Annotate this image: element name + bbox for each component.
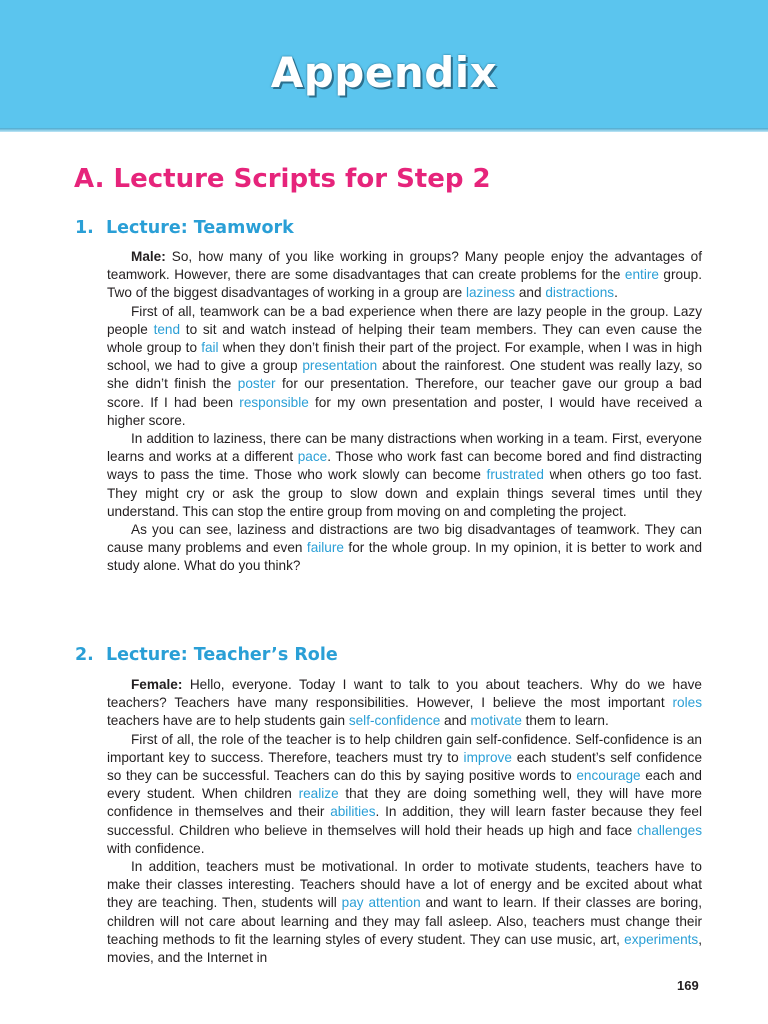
text-run: In addition, teachers must be motivational. In order to motivate students, teachers have to make their classes interesting. Teachers should have a lot of energy and be excited about what they are teaching. Then, students will [107, 859, 702, 911]
text-run: for the whole group. In my opinion, it is better to work and study alone. What do you think? [107, 540, 703, 574]
text-run: teachers have are to help students gain [107, 713, 349, 729]
lecture-body-teachers-role [107, 676, 702, 967]
text-run: First of all, the role of the teacher is to help children gain self-confidence. Self-confidence is an important key to success. Therefore, teachers must try to [107, 731, 702, 765]
paragraph [107, 430, 702, 521]
vocabulary-word: pay attention [341, 895, 421, 911]
vocabulary-word: tend [153, 321, 181, 337]
text-run: As you can see, laziness and distractions are two big disadvantages of teamwork. They can cause many problems and even [107, 522, 702, 556]
text-run: group. Two of the biggest disadvantages of working in a group are [107, 267, 702, 301]
text-run: each student’s self confidence so they can be successful. Teachers can do this by saying positive words to [107, 749, 703, 784]
text-run: First of all, teamwork can be a bad experience when there are lazy people in the group. Lazy people [107, 303, 702, 337]
vocabulary-word: distractions [545, 285, 615, 301]
section-heading: A. Lecture Scripts for Step 2 [74, 164, 491, 194]
text-run: when they don’t finish their part of the project. For example, when I was in high school, we had to give a group [107, 340, 703, 374]
lecture-title: Lecture: Teamwork [106, 218, 294, 238]
lecture-body-teamwork [107, 248, 702, 576]
vocabulary-word: laziness [465, 285, 516, 301]
text-run: each and every student. When children [107, 768, 702, 802]
paragraph [107, 303, 702, 430]
text-run: for my own presentation and poster, I would have received a higher score. [107, 394, 702, 428]
lecture-heading-teachers-role [75, 645, 338, 665]
vocabulary-word: abilities [330, 804, 376, 820]
vocabulary-word: motivate [470, 713, 522, 729]
vocabulary-word: pace [297, 449, 328, 465]
paragraph [107, 858, 702, 967]
text-run: and [515, 285, 546, 301]
vocabulary-word: presentation [302, 358, 378, 374]
text-run: Hello, everyone. Today I want to talk to you about teachers. Why do we have teachers? Teachers have many responsibilities. However, I believe the most important [107, 677, 702, 711]
vocabulary-word: frustrated [486, 467, 544, 483]
text-run: about the rainforest. One student was really lazy, so she didn’t finish the [107, 358, 703, 392]
text-run: with confidence. [107, 840, 205, 856]
vocabulary-word: poster [237, 376, 276, 392]
vocabulary-word: challenges [637, 822, 702, 838]
lecture-number: 1. [75, 218, 94, 238]
text-run: that they are doing something well, they will have more confidence in themselves and their [107, 786, 702, 820]
vocabulary-word: experiments [624, 931, 699, 947]
appendix-banner [0, 0, 768, 128]
text-run: when others go too fast. They might cry or ask the group to slow down and explain things several times until they understand. This can stop the entire group from moving on and completing the project. [107, 467, 702, 519]
vocabulary-word: failure [306, 540, 344, 556]
page-number: 169 [677, 978, 699, 993]
lecture-heading-teamwork [75, 218, 294, 238]
paragraph [107, 521, 702, 576]
text-run: them to learn. [521, 713, 609, 729]
vocabulary-word: self-confidence [348, 713, 441, 729]
paragraph [107, 248, 702, 303]
text-run: So, how many of you like working in groups? Many people enjoy the advantages of teamwork. However, there are some disadvantages that can create problems for the [107, 249, 702, 283]
vocabulary-word: fail [201, 340, 219, 356]
text-run: for our presentation. Therefore, our teacher gave our group a bad score. If I had been [107, 376, 702, 410]
text-run: . In addition, they will learn faster because they feel successful. Children who believe in themselves will hold their heads up high and face [107, 804, 702, 838]
vocabulary-word: entire [624, 267, 659, 283]
text-run: and [440, 713, 471, 729]
text-run: , movies, and the Internet in [107, 931, 702, 966]
vocabulary-word: encourage [576, 768, 641, 784]
vocabulary-word: improve [463, 749, 512, 765]
speaker-label: Female: [131, 677, 183, 692]
lecture-title: Lecture: Teacher’s Role [106, 645, 338, 665]
vocabulary-word: roles [672, 695, 702, 711]
banner-shadow [0, 128, 768, 132]
text-run: to sit and watch instead of helping their team members. They can even cause the whole group to [107, 321, 702, 356]
text-run: . [614, 285, 618, 301]
lecture-number: 2. [75, 645, 94, 665]
text-run: In addition to laziness, there can be many distractions when working in a team. First, everyone learns and works at a different [107, 431, 702, 465]
speaker-label: Male: [131, 249, 166, 264]
text-run: . Those who work fast can become bored and find distracting ways to pass the time. Those who work slowly can become [107, 449, 702, 483]
vocabulary-word: responsible [239, 394, 309, 410]
appendix-title: Appendix [270, 48, 498, 97]
paragraph [107, 676, 702, 731]
text-run: and want to learn. If their classes are boring, children will not care about learning and they may fall asleep. Also, teachers must change their teaching methods to fit the learning styles of every student. They can use music, art, [107, 895, 702, 947]
vocabulary-word: realize [298, 786, 339, 802]
paragraph [107, 731, 702, 858]
